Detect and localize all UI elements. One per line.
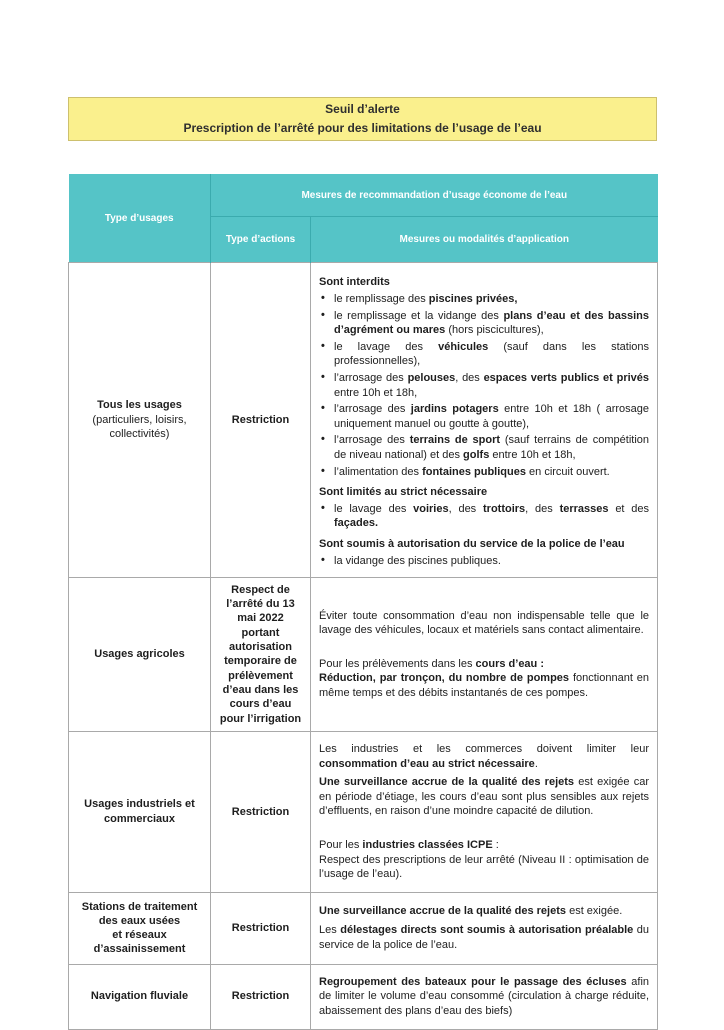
measure-paragraph [319, 904, 649, 918]
measure-paragraph [319, 775, 649, 818]
measure-heading [319, 537, 649, 551]
bold-text: Stations de traitement des eaux usées [81, 900, 198, 927]
text: l’arrosage des [334, 434, 410, 447]
text: Pour les prélèvements dans les [319, 658, 476, 671]
table-row [69, 731, 658, 892]
bold-text: Regroupement des bateaux pour le passage des écluses [319, 976, 627, 989]
bold-text: terrasses [559, 503, 609, 516]
bold-text: Sont soumis à autorisation du service de la police de l’eau [319, 537, 625, 550]
usage-cell [69, 263, 211, 578]
measure-bullet [319, 309, 649, 338]
bold-text: Réduction, par tronçon, du nombre de pompes [319, 672, 570, 685]
bold-text: Une surveillance accrue de la qualité des rejets [319, 776, 575, 789]
table-header [69, 174, 658, 263]
action-cell [211, 263, 311, 578]
bold-text: industries classées ICPE [362, 839, 493, 852]
text: la vidange des piscines publiques. [334, 555, 501, 568]
action-cell [211, 577, 311, 731]
text: et des [608, 503, 650, 516]
banner-title: Seuil d’alerte [325, 102, 400, 116]
text: Les [319, 924, 341, 937]
measure-paragraph [319, 657, 649, 700]
measure-paragraph [319, 923, 649, 952]
bullet-icon: • [321, 433, 325, 446]
text: (particuliers, loisirs, collectivités) [92, 413, 187, 441]
text: : [492, 839, 499, 852]
bold-text: consommation d’eau au strict nécessaire [319, 757, 535, 770]
bold-text: Usages agricoles [94, 648, 185, 661]
header-modalites: Mesures ou modalités d’application [311, 217, 658, 263]
spacer [319, 823, 649, 834]
measures-cell [311, 577, 658, 731]
measures-cell [311, 892, 658, 964]
bold-text: Usages industriels et commerciaux [84, 798, 195, 825]
text: , des [525, 503, 560, 516]
text: afin de limiter le volume d’eau consommé (circulation à charge réduite, abaissement des plans d’eau des biefs) [319, 976, 650, 1017]
action-cell [211, 731, 311, 892]
text: l’alimentation des [334, 465, 423, 478]
table-row [69, 964, 658, 1029]
bold-text: espaces verts publics et privés [483, 372, 650, 385]
bullet-icon: • [321, 554, 325, 567]
usage-cell [69, 892, 211, 964]
bold-text: Respect de l’arrêté du 13 mai 2022 portant autorisation temporaire de prélèvement d’eau dans les cours d’eau pour l’irrigation [219, 583, 302, 725]
table-row [69, 577, 658, 731]
bold-text: trottoirs [483, 503, 526, 516]
table-row [69, 892, 658, 964]
bold-text: d’assainissement [93, 943, 186, 956]
measure-bullet [319, 502, 649, 531]
measures-cell [311, 731, 658, 892]
text: (sauf terrains de compétition de niveau national) et des [334, 434, 650, 461]
measures-cell [311, 964, 658, 1029]
bold-text: Restriction [231, 922, 290, 935]
bold-text: façades. [334, 517, 379, 530]
measure-bullet [319, 465, 649, 479]
usage-cell [69, 577, 211, 731]
bold-text: plans d’eau et des bassins d’agrément ou mares [334, 310, 650, 337]
measure-paragraph [319, 838, 649, 881]
bold-text: Restriction [231, 413, 290, 426]
bold-text: Sont interdits [319, 276, 390, 288]
text: Les industries et les commerces doivent limiter leur [319, 743, 650, 756]
text: , des [455, 372, 484, 385]
text: entre 10h et 18h, [489, 448, 576, 461]
bold-text: Navigation fluviale [90, 990, 189, 1003]
measure-paragraph [319, 742, 649, 771]
text: entre 10h et 18h ( arrosage uniquement manuel ou goutte à goutte), [334, 403, 650, 430]
bullet-icon: • [321, 464, 325, 477]
header-type-actions: Type d’actions [211, 217, 311, 263]
text: du service de la police de l’eau. [319, 924, 650, 951]
measure-bullet [319, 433, 649, 462]
banner-subtitle: Prescription de l’arrêté pour des limitations de l’usage de l’eau [183, 121, 542, 135]
bold-text: Une surveillance accrue de la qualité des rejets [319, 905, 567, 918]
measures-cell [311, 263, 658, 578]
bold-text: Sont limités au strict nécessaire [319, 485, 488, 498]
measure-paragraph [319, 609, 649, 638]
measure-paragraph [319, 975, 649, 1018]
text: (sauf dans les stations professionnelles), [334, 341, 650, 368]
text: Respect des prescriptions de leur arrêté (Niveau II : optimisation de l’usage de l’eau). [319, 853, 650, 880]
bullet-icon: • [321, 340, 325, 353]
bold-text: Tous les usages [97, 399, 182, 412]
text: , des [448, 503, 483, 516]
bold-text: pelouses [407, 372, 456, 385]
bold-text: véhicules [438, 341, 489, 354]
bullet-icon: • [321, 371, 325, 384]
measure-bullet [319, 402, 649, 431]
text: Éviter toute consommation d’eau non indispensable telle que le lavage des véhicules, locaux et matériels sans contact alimentaire. [319, 609, 650, 636]
text: Pour les [319, 839, 363, 852]
bold-text: voiries [413, 503, 449, 516]
measure-bullet [319, 292, 649, 306]
table-row [69, 263, 658, 578]
action-cell [211, 964, 311, 1029]
bold-text: Restriction [231, 990, 290, 1003]
usage-cell [69, 964, 211, 1029]
bold-text: golfs [463, 448, 490, 461]
bold-text: Restriction [231, 805, 290, 818]
text: est exigée. [566, 905, 623, 918]
text: . [534, 757, 538, 770]
bold-text: jardins potagers [410, 403, 499, 416]
text: entre 10h et 18h, [334, 386, 418, 399]
measure-bullet [319, 340, 649, 369]
text: l’arrosage des [334, 372, 408, 385]
bold-text: cours d’eau : [475, 658, 544, 671]
bullet-icon: • [321, 502, 325, 515]
bullet-icon: • [321, 292, 325, 305]
measure-heading [319, 275, 649, 289]
usage-cell [69, 731, 211, 892]
table-body [69, 263, 658, 1030]
bold-text: et réseaux [112, 929, 167, 942]
alert-banner [68, 97, 657, 141]
text: le lavage des [334, 503, 414, 516]
text: l’arrosage des [334, 403, 411, 416]
header-type-usages: Type d’usages [69, 174, 211, 263]
text: en circuit ouvert. [525, 465, 610, 478]
measure-bullet [319, 371, 649, 400]
bold-text: délestages directs sont soumis à autorisation préalable [340, 924, 634, 937]
bullet-icon: • [321, 309, 325, 322]
text: fonctionnant en même temps et des débits instantanés de ces pompes. [319, 672, 650, 699]
bold-text: terrains de sport [409, 434, 501, 447]
text: le lavage des [334, 341, 439, 354]
bold-text: piscines privées, [428, 293, 518, 306]
action-cell [211, 892, 311, 964]
restrictions-table [68, 174, 658, 1030]
header-mesures-group: Mesures de recommandation d’usage économe de l’eau [211, 174, 658, 217]
text: le remplissage des [334, 293, 429, 306]
text: le remplissage et la vidange des [334, 310, 504, 323]
bold-text: fontaines publiques [422, 465, 526, 478]
measure-heading [319, 485, 649, 499]
measure-bullet [319, 554, 649, 568]
spacer [319, 642, 649, 653]
text: est exigée car en période d’étiage, les cours d’eau sont plus sensibles aux rejets d’effluents, en raison d’une moindre capacité de dilution. [319, 776, 650, 817]
bullet-icon: • [321, 402, 325, 415]
text: (hors piscicultures), [445, 324, 544, 337]
